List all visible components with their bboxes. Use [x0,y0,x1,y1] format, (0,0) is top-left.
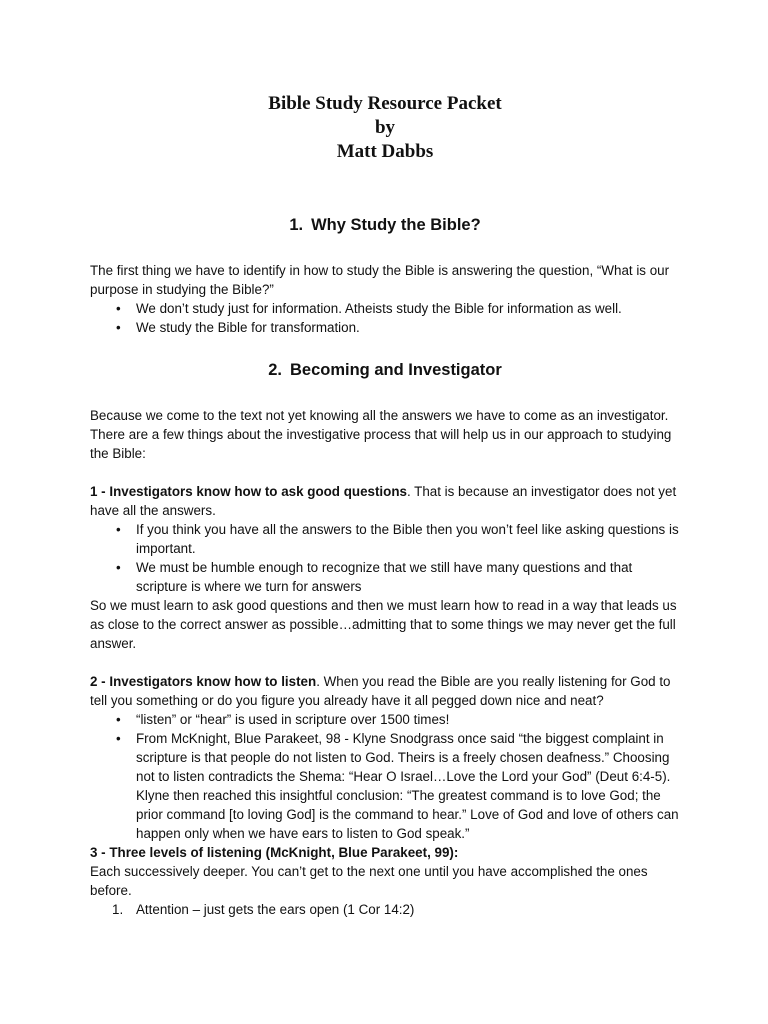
point-2-text: . When you read the Bible are you really listening for God to tell you something or do you figure you already have it all pegged down nice and neat? [90,674,671,708]
author-name: Matt Dabbs [336,141,434,162]
point-1-text: . That is because an investigator does not yet have all the answers. [90,484,677,518]
title-line: Bible Study Resource Packet [268,93,502,114]
point-2-paragraph [90,672,680,710]
section-2-heading [90,359,680,381]
point-2-bullets [90,710,680,843]
document-page [90,92,680,919]
list-item: • We must be humble enough to recognize that we still have many questions and that scripture is where we turn for answers [136,558,680,596]
list-item: • We don’t study just for information. Atheists study the Bible for information as well. [136,299,680,318]
list-item: • “listen” or “hear” is used in scripture over 1500 times! [136,710,680,729]
list-item: • From McKnight, Blue Parakeet, 98 - Klyne Snodgrass once said “the biggest complaint in scripture is that people do not listen to God. Theirs is a freely chosen deafness.” Choosing not to listen contradicts the Shema: “Hear O Israel…Love the Lord your God” (Deut 6:4-5). Klyne then reached this insightful conclusion: “The greatest command is to love God; the prior command [to loving God] is the command to hear.” Love of God and love of others can happen only when we have ears to listen to God speak.” [136,729,680,843]
section-1-intro: The first thing we have to identify in how to study the Bible is answering the question, “What is our purpose in studying the Bible?” [90,263,670,297]
section-2-title: Becoming and Investigator [289,361,502,379]
list-item: • If you think you have all the answers to the Bible then you won’t feel like asking questions is important. [136,520,680,558]
point-1-after: So we must learn to ask good questions and then we must learn how to read in a way that leads us as close to the correct answer as possible…admitting that to some things we may never get the full answer. [90,598,677,651]
list-item-text: Attention – just gets the ears open (1 Cor 14:2) [136,902,415,917]
section-1-number: 1. [289,216,304,234]
point-3-numbered-list [90,900,680,919]
list-item-marker: 1. [112,902,124,917]
point-1-lead: 1 - Investigators know how to ask good questions [90,484,407,499]
point-1-paragraph [90,482,680,520]
list-item: • We study the Bible for transformation. [136,318,680,337]
section-1-title: Why Study the Bible? [311,216,481,234]
point-2-lead: 2 - Investigators know how to listen [90,674,317,689]
document-title [90,92,680,164]
section-1-heading [90,214,680,236]
point-1-bullets [90,520,680,596]
point-3-lead [90,843,680,862]
section-2-number: 2. [268,361,282,379]
list-item [112,900,680,919]
point-3-text: Each successively deeper. You can’t get to the next one until you have accomplished the ones before. [90,864,648,898]
section-2-intro: Because we come to the text not yet knowing all the answers we have to come as an investigator. There are a few things about the investigative process that will help us in our approach to studying the Bible: [90,408,672,461]
section-1-bullets [90,299,680,337]
point-3-lead-text: 3 - Three levels of listening (McKnight, Blue Parakeet, 99): [90,845,459,860]
title-by-line: by [374,117,396,138]
